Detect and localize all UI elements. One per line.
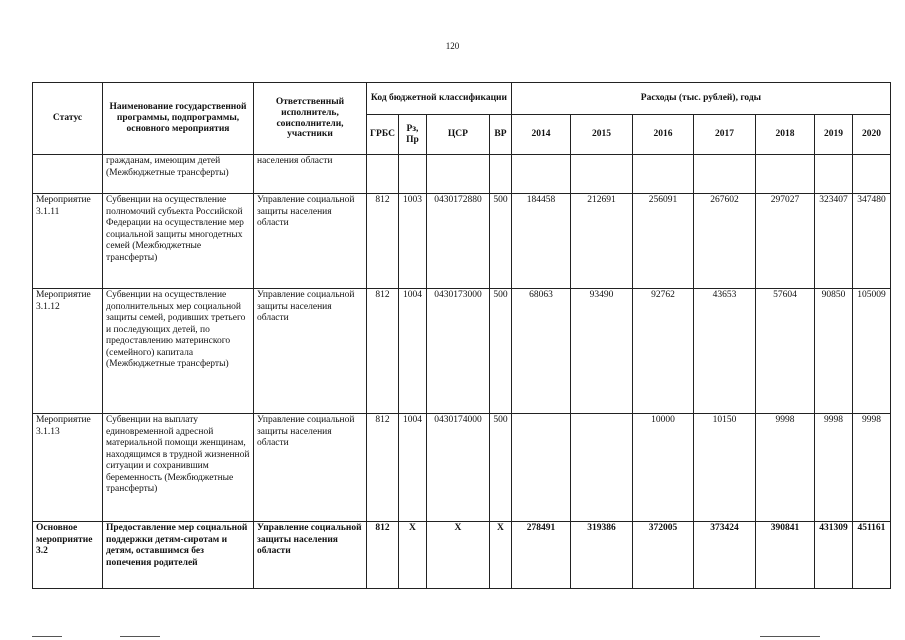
row-value-2015	[570, 414, 632, 522]
row-value-2017: 373424	[693, 522, 755, 589]
row-name: Предоставление мер социальной поддержки детям-сиротам и детям, оставшимся без попечения родителей	[103, 522, 254, 589]
row-value-2019: 9998	[814, 414, 852, 522]
row-responsible: Управление социальной защиты населения области	[254, 414, 367, 522]
row-value-2014: 184458	[511, 194, 570, 289]
row-name: Субвенции на осуществление полномочий субъекта Российской Федерации на осуществление мер социальной защиты многодетных семей (Межбюджетные трансферты)	[103, 194, 254, 289]
budget-table	[32, 82, 891, 589]
row-responsible: Управление социальной защиты населения области	[254, 194, 367, 289]
header-status: Статус	[33, 83, 103, 155]
row-vr: 500	[489, 414, 511, 522]
row-value-2017: 43653	[693, 289, 755, 414]
row-value-2017: 267602	[693, 194, 755, 289]
row-value-2019	[814, 155, 852, 194]
row-status: Мероприятие 3.1.13	[33, 414, 103, 522]
row-rzpr: Х	[398, 522, 426, 589]
row-status: Мероприятие 3.1.12	[33, 289, 103, 414]
row-csr: 0430173000	[426, 289, 489, 414]
row-value-2017: 10150	[693, 414, 755, 522]
row-vr: 500	[489, 289, 511, 414]
row-value-2019: 431309	[814, 522, 852, 589]
row-responsible: населения области	[254, 155, 367, 194]
row-value-2020: 451161	[852, 522, 890, 589]
row-value-2017	[693, 155, 755, 194]
scan-artifact-line	[120, 636, 160, 637]
row-value-2019: 90850	[814, 289, 852, 414]
header-vr: ВР	[489, 115, 511, 155]
row-status	[33, 155, 103, 194]
header-program-name: Наименование государственной программы, подпрограммы, основного мероприятия	[103, 83, 254, 155]
row-status: Мероприятие 3.1.11	[33, 194, 103, 289]
row-rzpr: 1004	[398, 289, 426, 414]
row-value-2018	[755, 155, 814, 194]
row-rzpr: 1004	[398, 414, 426, 522]
scan-artifact-line	[760, 636, 820, 637]
header-year-2014: 2014	[511, 115, 570, 155]
header-grbs: ГРБС	[367, 115, 399, 155]
row-csr	[426, 155, 489, 194]
header-year-2017: 2017	[693, 115, 755, 155]
header-rzpr: Рз, Пр	[398, 115, 426, 155]
header-year-2016: 2016	[632, 115, 693, 155]
row-name: Субвенции на осуществление дополнительных мер социальной защиты семей, родивших третьего и последующих детей, по предоставлению материнского (семейного) капитала (Межбюджетные трансферты)	[103, 289, 254, 414]
page-number: 120	[445, 41, 460, 51]
row-value-2015	[570, 155, 632, 194]
row-grbs: 812	[367, 414, 399, 522]
row-value-2015: 319386	[570, 522, 632, 589]
header-csr: ЦСР	[426, 115, 489, 155]
row-csr: 0430172880	[426, 194, 489, 289]
table-row	[33, 414, 891, 522]
row-csr: 0430174000	[426, 414, 489, 522]
row-value-2020	[852, 155, 890, 194]
header-year-2020: 2020	[852, 115, 890, 155]
row-value-2020: 105009	[852, 289, 890, 414]
row-rzpr: 1003	[398, 194, 426, 289]
row-value-2018: 9998	[755, 414, 814, 522]
scan-artifact-line	[32, 636, 62, 637]
row-vr: 500	[489, 194, 511, 289]
row-value-2014	[511, 155, 570, 194]
header-year-2015: 2015	[570, 115, 632, 155]
row-value-2015: 212691	[570, 194, 632, 289]
table-row	[33, 194, 891, 289]
row-vr: Х	[489, 522, 511, 589]
row-name: Субвенции на выплату единовременной адресной материальной помощи женщинам, находящимся в трудной жизненной ситуации и сохранившим беременность (Межбюджетные трансферты)	[103, 414, 254, 522]
row-responsible: Управление социальной защиты населения области	[254, 522, 367, 589]
row-value-2016: 372005	[632, 522, 693, 589]
row-value-2019: 323407	[814, 194, 852, 289]
row-grbs	[367, 155, 399, 194]
row-grbs: 812	[367, 522, 399, 589]
row-value-2014: 68063	[511, 289, 570, 414]
row-responsible: Управление социальной защиты населения области	[254, 289, 367, 414]
header-responsible: Ответственный исполнитель, соисполнители, участники	[254, 83, 367, 155]
row-value-2015: 93490	[570, 289, 632, 414]
row-value-2020: 9998	[852, 414, 890, 522]
row-value-2020: 347480	[852, 194, 890, 289]
row-value-2014	[511, 414, 570, 522]
row-status: Основное мероприятие 3.2	[33, 522, 103, 589]
row-value-2018: 57604	[755, 289, 814, 414]
table-row	[33, 289, 891, 414]
row-value-2016: 10000	[632, 414, 693, 522]
row-vr	[489, 155, 511, 194]
row-grbs: 812	[367, 289, 399, 414]
row-value-2014: 278491	[511, 522, 570, 589]
row-grbs: 812	[367, 194, 399, 289]
header-budget-code: Код бюджетной классификации	[367, 83, 512, 115]
row-value-2018: 297027	[755, 194, 814, 289]
row-name: гражданам, имеющим детей (Межбюджетные трансферты)	[103, 155, 254, 194]
header-expenses: Расходы (тыс. рублей), годы	[511, 83, 890, 115]
header-year-2019: 2019	[814, 115, 852, 155]
row-value-2016	[632, 155, 693, 194]
row-value-2016: 92762	[632, 289, 693, 414]
row-rzpr	[398, 155, 426, 194]
table-row	[33, 155, 891, 194]
row-value-2016: 256091	[632, 194, 693, 289]
row-value-2018: 390841	[755, 522, 814, 589]
header-year-2018: 2018	[755, 115, 814, 155]
table-row	[33, 522, 891, 589]
row-csr: Х	[426, 522, 489, 589]
